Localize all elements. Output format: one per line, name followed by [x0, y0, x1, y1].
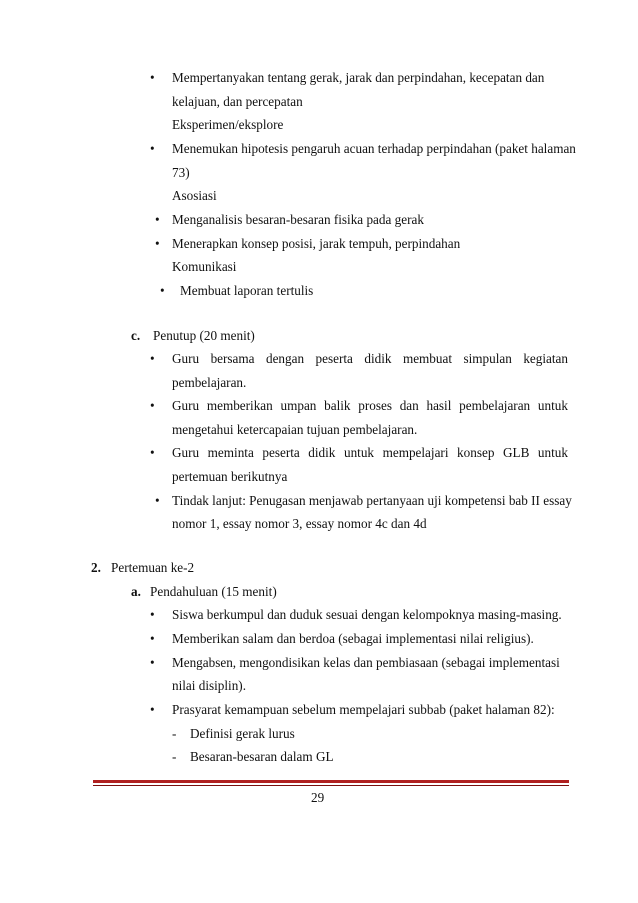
list-item-line: Menemukan hipotesis pengaruh acuan terhadap perpindahan (paket halaman: [172, 141, 576, 156]
bullet-icon: •: [150, 445, 155, 460]
bullet-icon: •: [155, 212, 160, 227]
dash-marker: -: [172, 726, 177, 741]
list-item-line: pertemuan berikutnya: [172, 469, 288, 484]
page-number: 29: [311, 790, 325, 805]
dash-marker: -: [172, 749, 177, 764]
footer-rule-top: [93, 780, 569, 783]
list-item: Membuat laporan tertulis: [180, 283, 314, 298]
bullet-icon: •: [150, 631, 155, 646]
footer-rule-bottom: [93, 785, 569, 786]
list-item-line: nomor 1, essay nomor 3, essay nomor 4c dan 4d: [172, 516, 427, 531]
list-item-line: pembelajaran.: [172, 375, 247, 390]
bullet-icon: •: [150, 351, 155, 366]
bullet-icon: •: [155, 493, 160, 508]
list-item-line: Tindak lanjut: Penugasan menjawab pertanyaan uji kompetensi bab II essay: [172, 493, 572, 508]
section-letter: a.: [131, 584, 141, 599]
subheading-eksperimen: Eksperimen/eksplore: [172, 117, 284, 132]
list-item-line: Mengabsen, mengondisikan kelas dan pembiasaan (sebagai implementasi: [172, 655, 560, 670]
bullet-icon: •: [160, 283, 165, 298]
bullet-icon: •: [150, 702, 155, 717]
bullet-icon: •: [150, 398, 155, 413]
list-item-line: nilai disiplin).: [172, 678, 246, 693]
list-item-line: mengetahui ketercapaian tujuan pembelajaran.: [172, 422, 418, 437]
section-number: 2.: [91, 560, 101, 575]
list-item-line: 73): [172, 165, 190, 180]
list-item: Siswa berkumpul dan duduk sesuai dengan kelompoknya masing-masing.: [172, 607, 562, 622]
section-title: Pertemuan ke-2: [111, 560, 195, 575]
bullet-icon: •: [150, 70, 155, 85]
list-item-line: Guru bersama dengan peserta didik membuat simpulan kegiatan: [172, 351, 568, 366]
section-title: Penutup (20 menit): [153, 328, 255, 343]
list-item: Menerapkan konsep posisi, jarak tempuh, perpindahan: [172, 236, 461, 251]
list-item: Menganalisis besaran-besaran fisika pada gerak: [172, 212, 424, 227]
bullet-icon: •: [150, 141, 155, 156]
bullet-icon: •: [150, 607, 155, 622]
list-item-line: Guru meminta peserta didik untuk mempelajari konsep GLB untuk: [172, 445, 568, 460]
dash-item: Definisi gerak lurus: [190, 726, 295, 741]
list-item-line: Guru memberikan umpan balik proses dan hasil pembelajaran untuk: [172, 398, 568, 413]
list-item-line: kelajuan, dan percepatan: [172, 94, 303, 109]
section-title: Pendahuluan (15 menit): [150, 584, 277, 599]
bullet-icon: •: [155, 236, 160, 251]
list-item: Prasyarat kemampuan sebelum mempelajari subbab (paket halaman 82):: [172, 702, 555, 717]
section-letter: c.: [131, 328, 141, 343]
dash-item: Besaran-besaran dalam GL: [190, 749, 334, 764]
bullet-icon: •: [150, 655, 155, 670]
list-item-line: Mempertanyakan tentang gerak, jarak dan perpindahan, kecepatan dan: [172, 70, 545, 85]
subheading-asosiasi: Asosiasi: [172, 188, 217, 203]
list-item: Memberikan salam dan berdoa (sebagai implementasi nilai religius).: [172, 631, 534, 646]
subheading-komunikasi: Komunikasi: [172, 259, 237, 274]
